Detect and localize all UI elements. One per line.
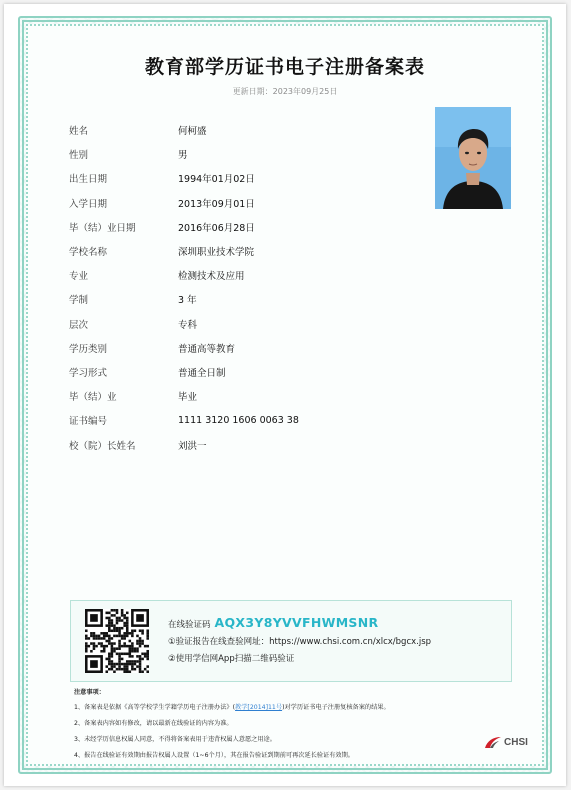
chsi-logo (484, 735, 528, 749)
field-value: 普通全日制 (178, 367, 226, 379)
field-value: 刘洪一 (178, 440, 207, 452)
field-label: 校（院）长姓名 (69, 440, 136, 452)
verification-url-line: ①验证报告在线查验网址：https://www.chsi.com.cn/xlcx/bgcx.jsp (168, 637, 432, 647)
field-label: 学习形式 (69, 367, 108, 379)
field-row-certificate-number (69, 408, 369, 432)
field-value: 毕业 (178, 392, 198, 404)
field-row-name (69, 118, 369, 142)
field-row-gender (69, 142, 369, 166)
note-text: )对学历证书电子注册复核备案的结果。 (282, 704, 390, 711)
field-row-school (69, 239, 369, 263)
field-row-duration (69, 287, 369, 311)
portrait-image (435, 107, 511, 209)
field-row-education-type (69, 336, 369, 360)
chsi-logo-icon (484, 735, 502, 749)
notes-title: 注意事项： (74, 689, 105, 696)
field-row-major (69, 263, 369, 287)
field-value: 专科 (178, 319, 198, 331)
field-label: 出生日期 (69, 174, 108, 186)
verification-app-line: ②使用学信网App扫描二维码验证 (168, 654, 295, 664)
field-label: 层次 (69, 319, 89, 331)
field-label: 入学日期 (69, 198, 108, 210)
field-label: 毕（结）业 (69, 392, 117, 404)
fields-list (69, 118, 369, 457)
field-label: 毕（结）业日期 (69, 222, 136, 234)
field-value: 2013年09月01日 (178, 198, 255, 210)
field-row-graduation-date (69, 215, 369, 239)
field-label: 学历类别 (69, 343, 108, 355)
update-date: 更新日期：2023年09月25日 (232, 87, 338, 96)
page-title: 教育部学历证书电子注册备案表 (144, 56, 425, 78)
field-label: 专业 (69, 271, 89, 283)
field-label: 学制 (69, 295, 89, 307)
note-item: 3、未经学历信息权属人同意，不得将备案表用于违背权属人意愿之用途。 (74, 736, 276, 743)
note-item (74, 702, 514, 711)
note-item: 2、备案表内容如有修改，请以最新在线验证的内容为准。 (74, 720, 233, 727)
field-label: 姓名 (69, 126, 89, 138)
field-row-president (69, 432, 369, 456)
verification-code-label: 在线验证码 (168, 620, 211, 630)
field-label: 学校名称 (69, 247, 108, 259)
field-value: 何柯盛 (178, 126, 207, 138)
regulation-link[interactable]: 教学[2014]11号 (235, 704, 283, 711)
note-item: 4、报告在线验证有效期由报告权属人设置（1~6个月），其在报告验证到期前可再次延长验证有效期。 (74, 752, 354, 759)
qr-code-icon[interactable] (85, 609, 149, 673)
field-value: 检测技术及应用 (178, 271, 245, 283)
field-row-study-form (69, 360, 369, 384)
field-value: 普通高等教育 (178, 343, 236, 355)
verification-info (168, 615, 431, 664)
field-value: 1994年01月02日 (178, 174, 255, 186)
verification-code-line (168, 615, 431, 630)
field-label: 证书编号 (69, 416, 108, 428)
student-photo (435, 107, 511, 209)
field-value: 2016年06月28日 (178, 222, 255, 234)
document-sheet (4, 4, 566, 786)
field-value: 男 (178, 150, 188, 162)
field-value: 3 年 (178, 295, 197, 307)
chsi-logo-text: CHSI (504, 736, 528, 748)
field-row-enroll-date (69, 191, 369, 215)
note-text: 1、备案表是依据《高等学校学生学籍学历电子注册办法》( (74, 704, 236, 711)
field-row-graduation-status (69, 384, 369, 408)
notes-section (74, 687, 514, 766)
field-row-level (69, 312, 369, 336)
field-value: 1111 3120 1606 0063 38 (178, 414, 299, 426)
field-row-birth-date (69, 166, 369, 190)
field-label: 性别 (69, 150, 89, 162)
verification-code: AQX3Y8YVVFHWMSNR (214, 615, 379, 630)
field-value: 深圳职业技术学院 (178, 247, 255, 259)
verification-panel (70, 600, 512, 682)
